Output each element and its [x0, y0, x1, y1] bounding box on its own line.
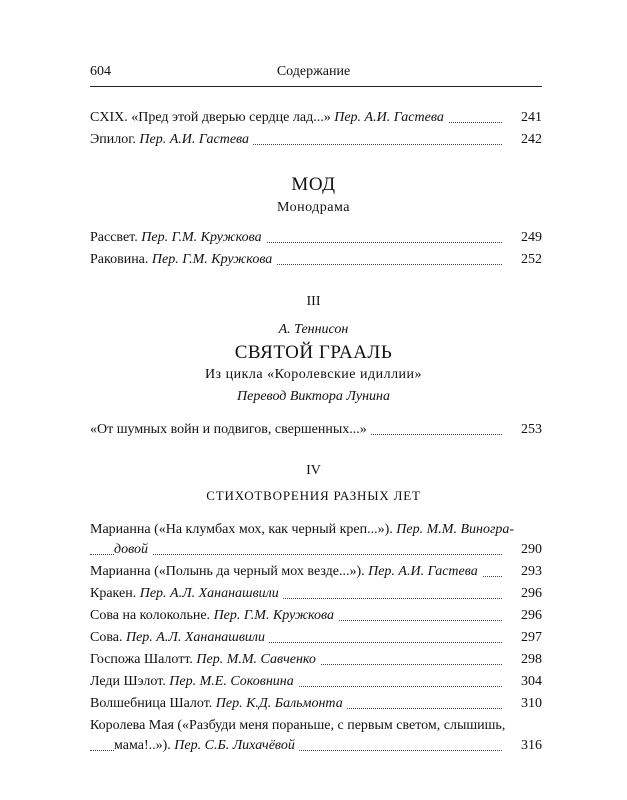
- entry-title: Королева Мая («Разбуди меня пораньше, с первым светом, слышишь,: [90, 718, 506, 733]
- entry-page: 310: [517, 694, 542, 714]
- toc-block-4: [90, 520, 542, 758]
- entry-page: 242: [517, 130, 542, 150]
- entry-page: 296: [517, 606, 542, 626]
- entry-translator: Пер. К.Д. Бальмонта: [215, 696, 343, 711]
- toc-block-2: [90, 228, 542, 272]
- entry-translator: Пер. М.Е. Соковнина: [169, 674, 294, 689]
- entry-page: 252: [517, 250, 542, 270]
- running-header-title: Содержание: [276, 64, 351, 79]
- toc-entry[interactable]: [90, 108, 542, 130]
- entry-title: Раковина.: [90, 252, 149, 267]
- toc-entry[interactable]: [90, 250, 542, 272]
- translation-credit: Перевод Виктора Лунина: [237, 389, 390, 404]
- entry-translator: Пер. Г.М. Кружкова: [151, 252, 273, 267]
- toc-entry[interactable]: [90, 520, 542, 562]
- toc-entry[interactable]: [90, 650, 542, 672]
- entry-page: 241: [517, 108, 542, 128]
- part-numeral-4: IV: [306, 463, 321, 478]
- entry-title: Сова.: [90, 630, 123, 645]
- toc-entry[interactable]: [90, 606, 542, 628]
- entry-translator: Пер. А.Л. Хананашвили: [139, 586, 279, 601]
- header-rule: [90, 86, 542, 87]
- entry-translator: Пер. М.М. Виногра-: [396, 522, 515, 537]
- entry-title: Леди Шэлот.: [90, 674, 166, 689]
- toc-entry[interactable]: [90, 562, 542, 584]
- toc-entry[interactable]: [90, 628, 542, 650]
- part-numeral-3: III: [306, 294, 321, 309]
- toc-entry[interactable]: [90, 130, 542, 152]
- toc-entry[interactable]: [90, 420, 542, 442]
- entry-page: 297: [517, 628, 542, 648]
- section-title-grail: СВЯТОЙ ГРААЛЬ: [234, 342, 393, 363]
- entry-title: Марианна («Полынь да черный мох везде...»).: [90, 564, 365, 579]
- section-title-poems: СТИХОТВОРЕНИЯ РАЗНЫХ ЛЕТ: [206, 488, 421, 503]
- entry-title: Госпожа Шалотт.: [90, 652, 193, 667]
- entry-title: Рассвет.: [90, 230, 138, 245]
- entry-title: Кракен.: [90, 586, 137, 601]
- toc-block-3: [90, 420, 542, 442]
- entry-page: 290: [517, 540, 542, 560]
- section-title-mod: МОД: [291, 174, 336, 195]
- toc-entry[interactable]: [90, 716, 542, 758]
- entry-title: Сова на колокольне.: [90, 608, 211, 623]
- cycle-subtitle: Из цикла «Королевские идиллии»: [204, 367, 423, 382]
- entry-title: «От шумных войн и подвигов, свершенных...»: [90, 422, 367, 437]
- entry-translator: Пер. Г.М. Кружкова: [213, 608, 334, 623]
- section-subtitle-mod: Монодрама: [276, 200, 350, 215]
- author-name: А. Теннисон: [278, 322, 349, 337]
- entry-translator-cont: довой: [114, 542, 148, 557]
- toc-entry[interactable]: [90, 228, 542, 250]
- toc-entry[interactable]: [90, 672, 542, 694]
- entry-page: 296: [517, 584, 542, 604]
- entry-page: 304: [517, 672, 542, 692]
- toc-entry[interactable]: [90, 694, 542, 716]
- entry-translator: Пер. Г.М. Кружкова: [141, 230, 262, 245]
- entry-page: 253: [517, 420, 542, 440]
- toc-block-1: [90, 108, 542, 152]
- entry-title: CXIX. «Пред этой дверью сердце лад...»: [90, 110, 331, 125]
- entry-title: Эпилог.: [90, 132, 136, 147]
- entry-page: 316: [517, 736, 542, 756]
- entry-translator: Пер. А.И. Гастева: [368, 564, 478, 579]
- entry-translator: Пер. А.Л. Хананашвили: [125, 630, 266, 645]
- entry-title: Волшебница Шалот.: [90, 696, 213, 711]
- entry-translator: Пер. С.Б. Лихачёвой: [174, 738, 295, 753]
- entry-title: Марианна («На клумбах мох, как черный креп...»).: [90, 522, 393, 537]
- entry-page: 293: [517, 562, 542, 582]
- page-number: 604: [90, 64, 111, 79]
- entry-translator: Пер. А.И. Гастева: [334, 110, 444, 125]
- toc-entry[interactable]: [90, 584, 542, 606]
- entry-page: 298: [517, 650, 542, 670]
- entry-translator: Пер. А.И. Гастева: [139, 132, 250, 147]
- entry-translator: Пер. М.М. Савченко: [196, 652, 316, 667]
- entry-title-cont: мама!..»).: [114, 738, 171, 753]
- entry-page: 249: [517, 228, 542, 248]
